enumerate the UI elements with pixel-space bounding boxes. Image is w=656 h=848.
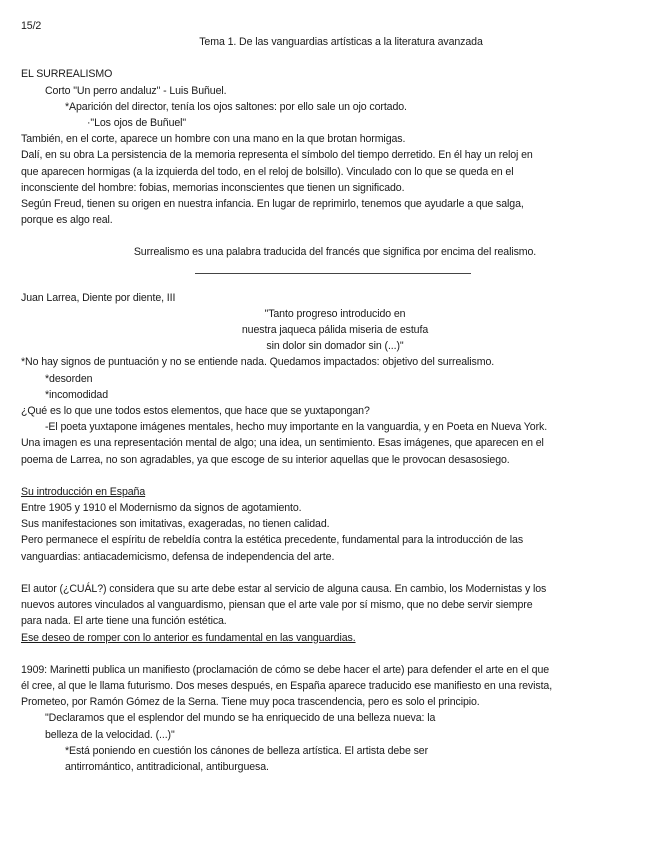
poem-line: nuestra jaqueca pálida miseria de estufa: [241, 324, 429, 337]
text-line: inconsciente del hombre: fobias, memorias inconscientes que tienen un significado.: [21, 181, 405, 194]
spacer: [21, 274, 637, 290]
text-line: *Aparición del director, tenía los ojos saltones: por ello sale un ojo cortado.: [65, 100, 407, 113]
surrealismo-definition: Surrealismo es una palabra traducida del francés que significa por encima del realismo.: [133, 246, 537, 259]
text-line: que aparecen hormigas (a la izquierda del todo, en el reloj de bolsillo). Vinculado con lo que se queda en el: [21, 165, 514, 178]
poem-line: "Tanto progreso introducido en: [264, 307, 406, 320]
text-line: El autor (¿CUÁL?) considera que su arte debe estar al servicio de alguna causa. En cambio, los Modernistas y los: [21, 582, 547, 595]
bullet-item: *desorden: [45, 372, 93, 385]
text-line: Corto "Un perro andaluz" - Luis Buñuel.: [45, 84, 227, 97]
text-line: poema de Larrea, no son agradables, ya que escoge de su interior aquellas que le provocan desasosiego.: [21, 453, 510, 466]
text-line: vanguardias: antiacademicismo, defensa de independencia del arte.: [21, 550, 335, 563]
page-date: 15/2: [21, 20, 42, 32]
spacer: [21, 468, 637, 484]
larrea-source: Juan Larrea, Diente por diente, III: [21, 291, 176, 304]
bullet-item: *incomodidad: [45, 388, 108, 401]
section-heading-surrealismo: EL SURREALISMO: [21, 68, 113, 81]
spacer: [21, 50, 637, 66]
section-heading-introduccion: Su introducción en España: [21, 485, 146, 498]
quote-line: "Declaramos que el esplendor del mundo se ha enriquecido de una belleza nueva: la: [45, 712, 436, 725]
text-line: ·"Los ojos de Buñuel": [87, 117, 187, 130]
text-line: porque es algo real.: [21, 214, 113, 227]
spacer: [21, 646, 637, 662]
text-line: Una imagen es una representación mental de algo; una idea, un sentimiento. Esas imágenes, que aparecen en el: [21, 437, 544, 450]
text-line: Según Freud, tienen su origen en nuestra infancia. En lugar de reprimirlo, tenemos que ayudarle a que salga,: [21, 198, 524, 211]
poem-line: sin dolor sin domador sin (...)": [266, 340, 404, 353]
text-line: él cree, al que le llama futurismo. Dos meses después, en España aparece traducido ese manifiesto en una revista,: [21, 679, 553, 692]
spacer: [21, 261, 637, 269]
text-line: También, en el corte, aparece un hombre con una mano en la que brotan hormigas.: [21, 133, 406, 146]
notes-page: [21, 18, 637, 775]
question-line: ¿Qué es lo que une todos estos elementos, que hace que se yuxtapongan?: [21, 405, 370, 418]
quote-line: belleza de la velocidad. (...)": [45, 728, 175, 741]
comment-line: antirromántico, antitradicional, antiburguesa.: [65, 760, 269, 773]
text-line: Dalí, en su obra La persistencia de la memoria representa el símbolo del tiempo derretido. En él hay un reloj en: [21, 149, 533, 162]
comment-line: *Está poniendo en cuestión los cánones de belleza artística. El artista debe ser: [65, 744, 429, 757]
text-line: Prometeo, por Ramón Gómez de la Serna. Tiene muy poca trascendencia, pero es solo el principio.: [21, 696, 480, 709]
text-line: 1909: Marinetti publica un manifiesto (proclamación de cómo se debe hacer el arte) para defender el arte en el que: [21, 663, 550, 676]
text-line: Pero permanece el espíritu de rebeldía contra la estética precedente, fundamental para la introducción de las: [21, 534, 524, 547]
spacer: [21, 228, 637, 244]
spacer: [21, 565, 637, 581]
text-line: Sus manifestaciones son imitativas, exageradas, no tienen calidad.: [21, 518, 330, 531]
underlined-conclusion: Ese deseo de romper con lo anterior es fundamental en las vanguardias.: [21, 631, 356, 644]
text-line: *No hay signos de puntuación y no se entiende nada. Quedamos impactados: objetivo del surrealismo.: [21, 356, 495, 369]
text-line: Entre 1905 y 1910 el Modernismo da signos de agotamiento.: [21, 502, 302, 515]
text-line: nuevos autores vinculados al vanguardismo, piensan que el arte vale por sí mismo, que no debe servir siempre: [21, 599, 533, 612]
page-title: Tema 1. De las vanguardias artísticas a la literatura avanzada: [199, 36, 483, 49]
answer-line: -El poeta yuxtapone imágenes mentales, hecho muy importante en la vanguardia, y en Poeta en Nueva York.: [45, 421, 548, 434]
text-line: para nada. El arte tiene una función estética.: [21, 615, 227, 628]
horizontal-divider: [195, 273, 471, 274]
